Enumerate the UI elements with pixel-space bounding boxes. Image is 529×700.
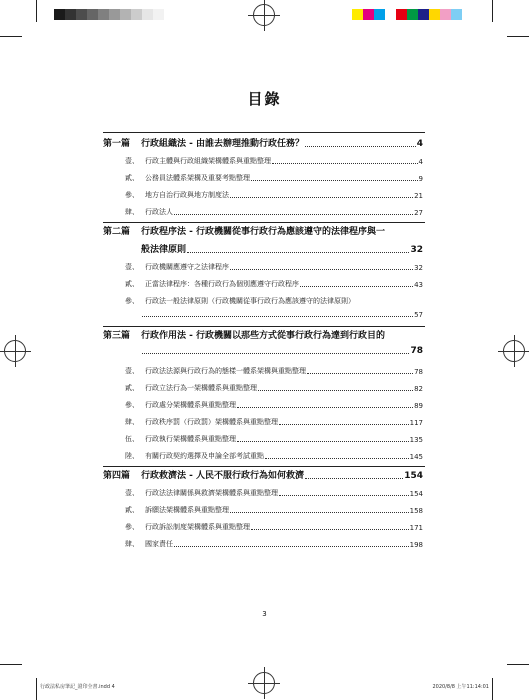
toc-item-row	[103, 505, 423, 515]
toc-title: 正當法律程序：各種行政行為個別應遵守行政程序	[145, 280, 299, 288]
gray-swatch	[131, 9, 142, 20]
color-swatch	[462, 9, 473, 20]
dot-leader	[251, 529, 409, 530]
crop-mark	[507, 36, 529, 37]
toc-title: 行政組織法 - 由誰去辦理推動行政任務？	[141, 139, 305, 149]
dot-leader	[258, 390, 413, 391]
toc-number: 壹、	[125, 157, 139, 165]
toc-part-row	[103, 346, 423, 356]
crop-mark	[492, 678, 493, 700]
toc-part-row	[103, 328, 423, 341]
toc-page-number: 78	[414, 368, 423, 376]
toc-item-row	[103, 522, 423, 532]
color-swatch	[352, 9, 363, 20]
dot-leader	[230, 269, 413, 270]
toc-title: 行政法法源與行政行為的態樣一體系架構與重點整理	[145, 367, 306, 375]
dot-leader	[230, 197, 413, 198]
toc-item-row	[103, 207, 423, 217]
color-swatch	[440, 9, 451, 20]
dot-leader	[305, 146, 416, 147]
color-swatch	[374, 9, 385, 20]
toc-item-row	[103, 190, 423, 200]
toc-number: 貳、	[125, 506, 139, 514]
toc-item-row	[103, 173, 423, 183]
color-swatch	[385, 9, 396, 20]
cmyk-color-bar	[352, 9, 473, 20]
toc-page-number: 21	[414, 192, 423, 200]
section-rule	[103, 326, 425, 327]
toc-page-number: 78	[410, 346, 423, 356]
gray-swatch	[76, 9, 87, 20]
toc-number: 貳、	[125, 174, 139, 182]
gray-swatch	[98, 9, 109, 20]
crop-mark	[36, 678, 37, 700]
top-rule	[103, 132, 425, 133]
footer-timestamp: 2020/8/8 上午11:14:01	[432, 684, 489, 690]
color-swatch	[407, 9, 418, 20]
toc-page-number: 89	[414, 402, 423, 410]
toc-title: 行政救濟法 - 人民不服行政行為如何救濟	[141, 471, 305, 481]
toc-title: 行政執行架構體系與重點整理	[145, 435, 236, 443]
toc-part-row	[103, 468, 423, 481]
dot-leader	[265, 458, 409, 459]
toc-page-number: 117	[409, 419, 423, 427]
toc-number: 第二篇	[103, 227, 131, 237]
toc-item-row	[103, 539, 423, 549]
toc-item-row	[103, 383, 423, 393]
toc-title: 般法律原則	[141, 245, 187, 255]
toc-item-row	[103, 156, 423, 166]
dot-leader	[237, 407, 413, 408]
gray-swatch	[109, 9, 120, 20]
toc-page-number: 4	[418, 158, 423, 166]
toc-number: 壹、	[125, 263, 139, 271]
crop-mark	[507, 664, 529, 665]
toc-page-number: 158	[409, 507, 423, 515]
dot-leader	[142, 353, 409, 354]
toc-page-number: 198	[409, 541, 423, 549]
dot-leader	[142, 316, 413, 317]
dot-leader	[251, 180, 418, 181]
toc-item-row	[103, 434, 423, 444]
toc-page-number: 135	[409, 436, 423, 444]
toc-title: 行政立法行為一架構體系與重點整理	[145, 384, 257, 392]
toc-item-row	[103, 417, 423, 427]
dot-leader	[272, 163, 418, 164]
toc-page-number: 32	[410, 245, 423, 255]
dot-leader	[279, 495, 409, 496]
registration-mark-top	[253, 4, 275, 26]
registration-mark-bottom	[253, 672, 275, 694]
gray-swatch	[65, 9, 76, 20]
toc-number: 貳、	[125, 280, 139, 288]
dot-leader	[174, 546, 409, 547]
toc-page-number: 145	[409, 453, 423, 461]
page-number: 3	[262, 610, 267, 618]
footer-file-name: 行政法私房筆記_證印全書.indd 4	[40, 684, 115, 690]
color-swatch	[363, 9, 374, 20]
toc-title: 行政機關應遵守之法律程序	[145, 263, 229, 271]
toc-page-number: 82	[414, 385, 423, 393]
toc-item-row	[103, 311, 423, 319]
section-rule	[103, 222, 425, 223]
toc-number: 肆、	[125, 540, 139, 548]
crop-mark	[0, 36, 22, 37]
toc-title: 行政程序法 - 行政機關從事行政行為應該遵守的法律程序與一	[141, 227, 386, 237]
toc-number: 壹、	[125, 367, 139, 375]
toc-item-row	[103, 296, 423, 306]
toc-number: 第四篇	[103, 471, 131, 481]
toc-number: 參、	[125, 523, 139, 531]
crop-mark	[0, 664, 22, 665]
gray-swatch	[54, 9, 65, 20]
toc-part-row	[103, 224, 423, 237]
gray-swatch	[87, 9, 98, 20]
toc-part-row	[103, 242, 423, 255]
dot-leader	[230, 512, 409, 513]
gray-swatch	[142, 9, 153, 20]
registration-mark-right	[503, 340, 525, 362]
dot-leader	[300, 286, 413, 287]
toc-page-number: 4	[416, 139, 423, 149]
toc-title: 行政主體與行政組織架構體系與重點整理	[145, 157, 271, 165]
crop-mark	[36, 0, 37, 22]
toc-title: 訴願法架構體系與重點整理	[145, 506, 229, 514]
toc-title: 行政秩序罰（行政罰）架構體系與重點整理	[145, 418, 278, 426]
toc-item-row	[103, 279, 423, 289]
toc-title: 國家責任	[145, 540, 173, 548]
page-title: 目錄	[247, 90, 282, 108]
toc-number: 伍、	[125, 435, 139, 443]
toc-number: 貳、	[125, 384, 139, 392]
section-rule	[103, 466, 425, 467]
toc-number: 肆、	[125, 418, 139, 426]
toc-item-row	[103, 366, 423, 376]
toc-page-number: 171	[409, 524, 423, 532]
color-swatch	[429, 9, 440, 20]
dot-leader	[187, 252, 409, 253]
gray-swatch	[153, 9, 164, 20]
gray-swatch	[120, 9, 131, 20]
toc-number: 第三篇	[103, 331, 131, 341]
toc-page-number: 32	[414, 264, 423, 272]
toc-item-row	[103, 400, 423, 410]
toc-number: 壹、	[125, 489, 139, 497]
color-swatch	[396, 9, 407, 20]
toc-item-row	[103, 488, 423, 498]
toc-title: 行政作用法 - 行政機關以那些方式從事行政行為達到行政目的	[141, 331, 386, 341]
toc-title: 行政處分架構體系與重點整理	[145, 401, 236, 409]
toc-item-row	[103, 451, 423, 461]
toc-number: 參、	[125, 401, 139, 409]
toc-title: 行政法一般法律原則（行政機關從事行政行為應該遵守的法律原則）	[145, 297, 355, 305]
toc-title: 行政法人	[145, 208, 173, 216]
toc-title: 公務員法體系架構及重要考點整理	[145, 174, 250, 182]
toc-page-number: 154	[409, 490, 423, 498]
toc-item-row	[103, 262, 423, 272]
toc-number: 參、	[125, 191, 139, 199]
dot-leader	[174, 214, 413, 215]
grayscale-color-bar	[54, 9, 164, 20]
toc-page-number: 57	[414, 311, 423, 319]
toc-part-row	[103, 136, 423, 149]
toc-title: 行政訴訟制度架構體系與重點整理	[145, 523, 250, 531]
toc-page-number: 154	[404, 471, 423, 481]
toc-title: 地方自治行政與地方制度法	[145, 191, 229, 199]
dot-leader	[305, 478, 403, 479]
crop-mark	[492, 0, 493, 22]
color-swatch	[418, 9, 429, 20]
toc-title: 有關行政契約選擇及申論全部考試重點	[145, 452, 264, 460]
dot-leader	[279, 424, 409, 425]
toc-number: 陸、	[125, 452, 139, 460]
toc-number: 第一篇	[103, 139, 131, 149]
dot-leader	[237, 441, 409, 442]
toc-page-number: 43	[414, 281, 423, 289]
toc-page-number: 9	[418, 175, 423, 183]
dot-leader	[307, 373, 413, 374]
toc-page-number: 27	[414, 209, 423, 217]
toc-number: 參、	[125, 297, 139, 305]
toc-number: 肆、	[125, 208, 139, 216]
color-swatch	[451, 9, 462, 20]
toc-title: 行政法法律關係與救濟架構體系與重點整理	[145, 489, 278, 497]
registration-mark-left	[4, 340, 26, 362]
